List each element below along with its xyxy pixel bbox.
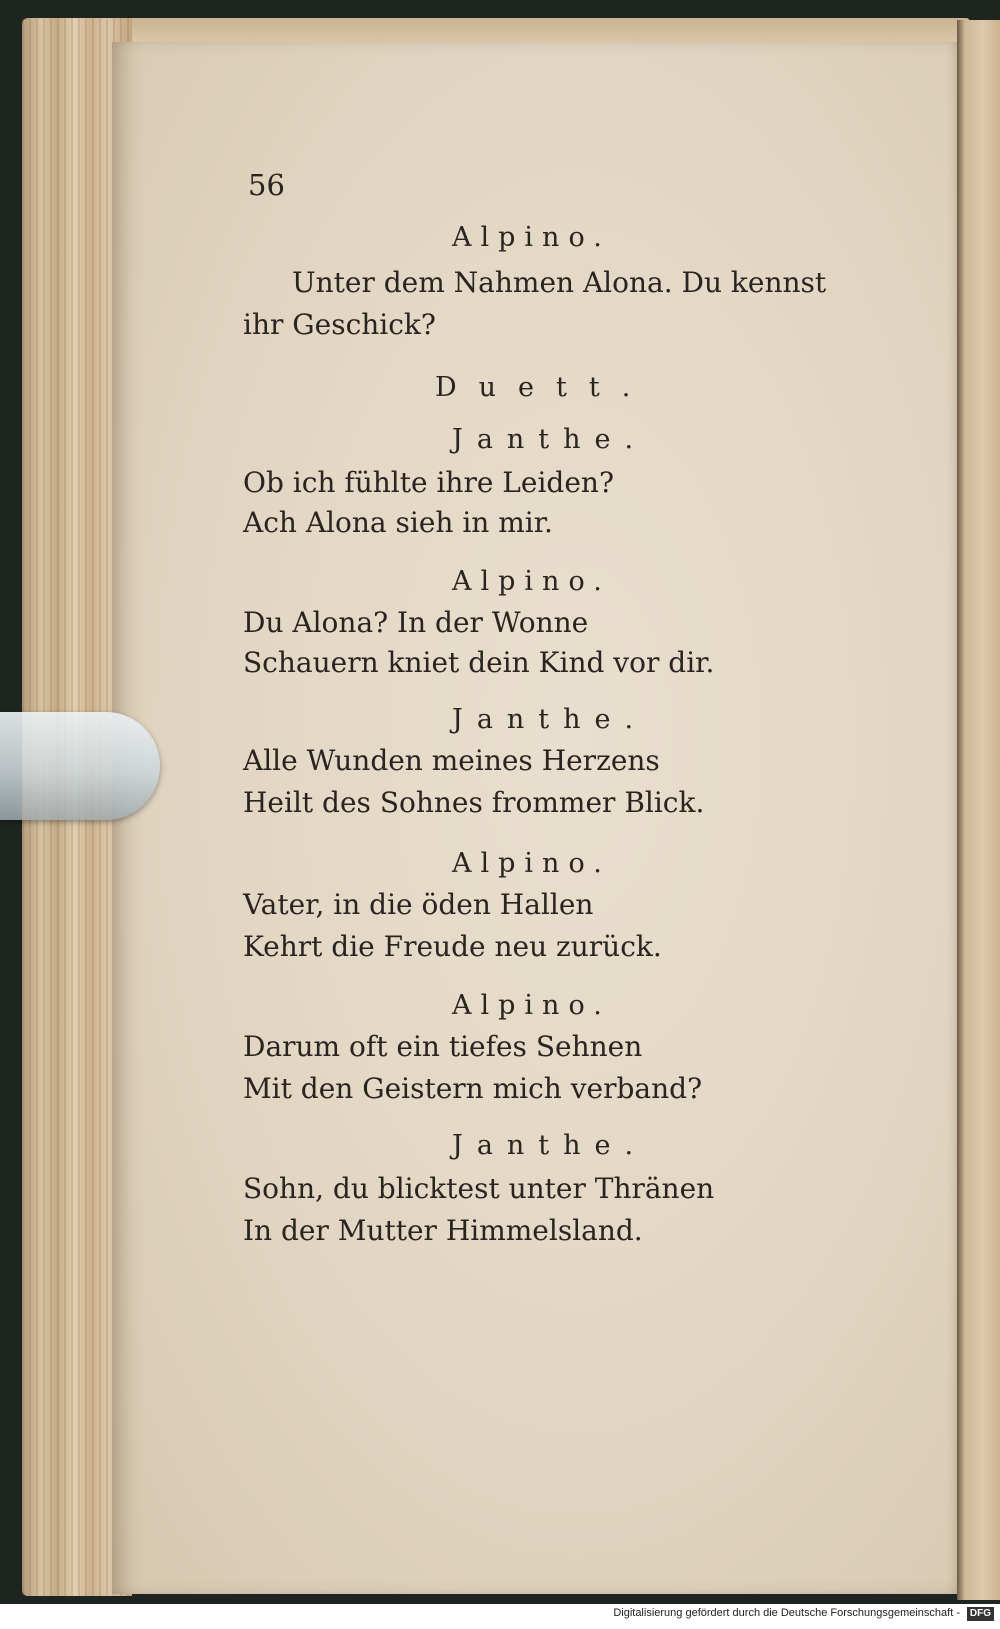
speaker-heading: Alpino. (452, 990, 611, 1021)
speaker-heading: Janthe. (452, 1130, 648, 1161)
speaker-heading: Janthe. (452, 424, 648, 455)
text-line: Du Alona? In der Wonne (243, 606, 589, 639)
facing-page-edge (957, 20, 1000, 1600)
section-heading: Duett. (435, 372, 653, 403)
speaker-heading: Alpino. (452, 848, 611, 879)
text-line: Kehrt die Freude neu zurück. (243, 930, 662, 963)
text-line: Schauern kniet dein Kind vor dir. (243, 646, 715, 679)
text-line: Sohn, du blicktest unter Thränen (243, 1172, 715, 1205)
text-line: Mit den Geistern mich verband? (243, 1072, 703, 1105)
text-line: Ach Alona sieh in mir. (243, 506, 553, 539)
text-line: Heilt des Sohnes frommer Blick. (243, 786, 705, 819)
text-line: ihr Geschick? (243, 308, 436, 341)
dfg-logo: DFG (967, 1607, 994, 1621)
speaker-heading: Janthe. (452, 704, 648, 735)
text-line: Darum oft ein tiefes Sehnen (243, 1030, 643, 1063)
plastic-page-clip (0, 712, 160, 820)
text-line: Ob ich fühlte ihre Leiden? (243, 466, 614, 499)
speaker-heading: Alpino. (452, 222, 611, 253)
text-line: Alle Wunden meines Herzens (243, 744, 660, 777)
speaker-heading: Alpino. (452, 566, 611, 597)
digitization-credit: Digitalisierung gefördert durch die Deutsche Forschungsgemeinschaft - (613, 1607, 960, 1619)
text-line: Vater, in die öden Hallen (243, 888, 594, 921)
page-number: 56 (248, 168, 285, 202)
text-line: Unter dem Nahmen Alona. Du kennst (292, 266, 827, 299)
text-line: In der Mutter Himmelsland. (243, 1214, 643, 1247)
